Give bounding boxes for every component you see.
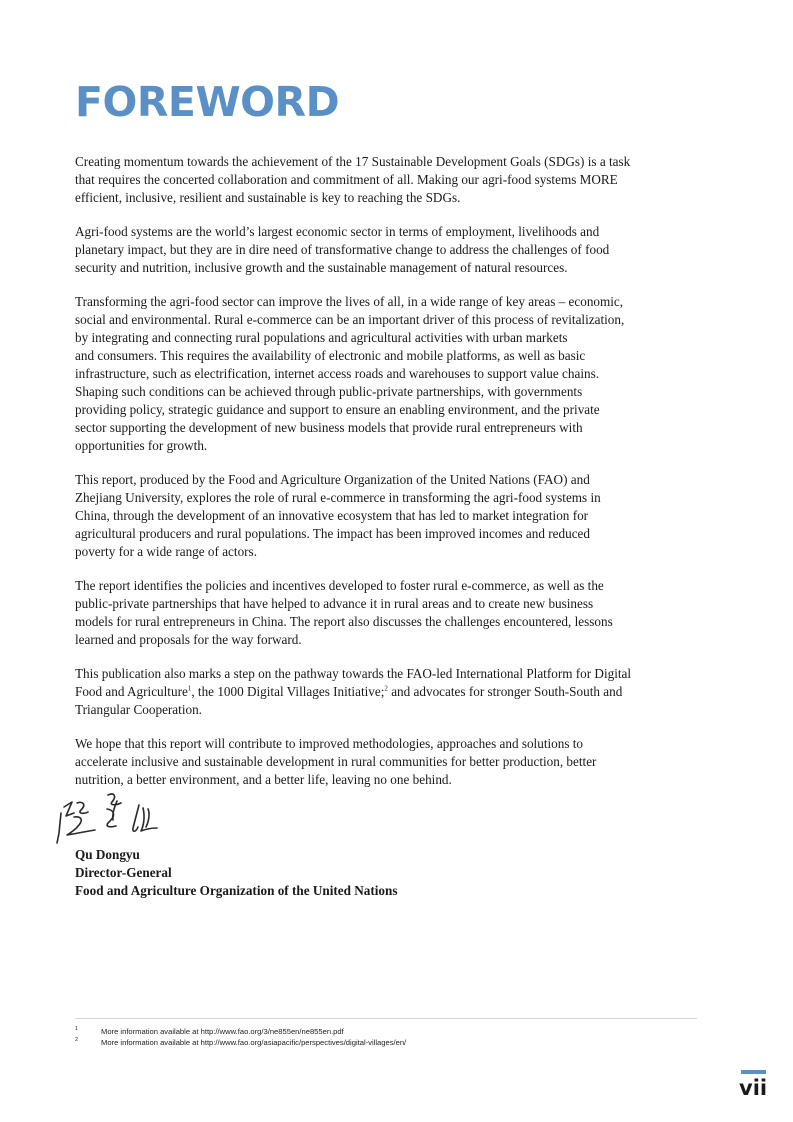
footnote-text[interactable]: More information available at http://www.fao.org/3/ne855en/ne855en.pdf (101, 1027, 344, 1036)
text-line: providing policy, strategic guidance and support to ensure an enabling environment, and the private (75, 402, 600, 417)
text-line: infrastructure, such as electrification, internet access roads and warehouses to support value chains. (75, 366, 600, 381)
text-line: Triangular Cooperation. (75, 702, 202, 717)
text-segment: Food and Agriculture (75, 684, 188, 699)
text-segment: and advocates for stronger South-South and (387, 684, 623, 699)
text-line: planetary impact, but they are in dire need of transformative change to address the challenges of food (75, 242, 610, 257)
text-segment: , the 1000 Digital Villages Initiative; (191, 684, 385, 699)
text-line: agricultural producers and rural populations. The impact has been improved incomes and reduced (75, 526, 590, 541)
page-number-accent-bar (741, 1070, 766, 1074)
text-line: by integrating and connecting rural populations and agricultural activities with urban markets (75, 330, 568, 345)
paragraph-report-overview (75, 471, 700, 561)
footnotes (75, 1026, 697, 1048)
text-line: public-private partnerships that have helped to advance it in rural areas and to create new business (75, 596, 594, 611)
foreword-body (75, 153, 700, 805)
paragraph-agri-food-systems (75, 223, 700, 277)
text-line: opportunities for growth. (75, 438, 208, 453)
footnote-reference-2[interactable]: 2 (384, 684, 388, 693)
text-line: We hope that this report will contribute to improved methodologies, approaches and solutions to (75, 736, 584, 751)
footnote-2 (75, 1037, 697, 1048)
text-line: Shaping such conditions can be achieved through public-private partnerships, with governments (75, 384, 583, 399)
paragraph-sdgs (75, 153, 700, 207)
paragraph-report-findings (75, 577, 700, 649)
text-line: poverty for a wide range of actors. (75, 544, 257, 559)
footnote-number: 2 (75, 1037, 79, 1043)
text-line: sector supporting the development of new business models that provide rural entrepreneurs with (75, 420, 583, 435)
footnote-reference-1[interactable]: 1 (187, 684, 192, 693)
text-line: Transforming the agri-food sector can improve the lives of all, in a wide range of key areas – economic, (75, 294, 624, 309)
text-line: accelerate inclusive and sustainable development in rural communities for better production, better (75, 754, 597, 769)
text-line: Creating momentum towards the achievement of the 17 Sustainable Development Goals (SDGs) is a task (75, 154, 631, 169)
signatory-organization: Food and Agriculture Organization of the United Nations (75, 883, 398, 898)
signatory-position: Director-General (75, 865, 172, 880)
footnote-divider (75, 1018, 697, 1019)
footnote-number: 1 (75, 1026, 79, 1032)
text-line: This report, produced by the Food and Agriculture Organization of the United Nations (FAO) and (75, 472, 590, 487)
signature-icon (44, 783, 174, 853)
text-line: that requires the concerted collaboration and commitment of all. Making our agri-food systems MORE (75, 172, 618, 187)
text-line: This publication also marks a step on the pathway towards the FAO-led International Platform for Digital (75, 666, 632, 681)
text-line: The report identifies the policies and incentives developed to foster rural e-commerce, as well as the (75, 578, 604, 593)
text-line (75, 683, 700, 701)
text-line: China, through the development of an innovative ecosystem that has led to market integration for (75, 508, 589, 523)
text-line: efficient, inclusive, resilient and sustainable is key to reaching the SDGs. (75, 190, 461, 205)
text-line: social and environmental. Rural e-commerce can be an important driver of this process of revitalization, (75, 312, 625, 327)
text-line: security and nutrition, inclusive growth and the sustainable management of natural resources. (75, 260, 568, 275)
text-line: Agri-food systems are the world’s largest economic sector in terms of employment, livelihoods and (75, 224, 600, 239)
text-line: nutrition, a better environment, and a better life, leaving no one behind. (75, 772, 452, 787)
text-line: learned and proposals for the way forward. (75, 632, 302, 647)
paragraph-rural-ecommerce (75, 293, 700, 455)
signatory-block (75, 846, 398, 900)
text-line: models for rural entrepreneurs in China. The report also discusses the challenges encountered, lessons (75, 614, 613, 629)
paragraph-digital-platform (75, 665, 700, 719)
text-line: and consumers. This requires the availability of electronic and mobile platforms, as well as basic (75, 348, 586, 363)
text-line: Zhejiang University, explores the role of rural e-commerce in transforming the agri-food systems in (75, 490, 601, 505)
footnote-1 (75, 1026, 697, 1037)
footnote-text[interactable]: More information available at http://www.fao.org/asiapacific/perspectives/digital-villages/en/ (101, 1038, 407, 1047)
page-number: vii (739, 1076, 768, 1100)
signatory-name: Qu Dongyu (75, 847, 140, 862)
paragraph-closing (75, 735, 700, 789)
page-title: FOREWORD (75, 78, 340, 126)
